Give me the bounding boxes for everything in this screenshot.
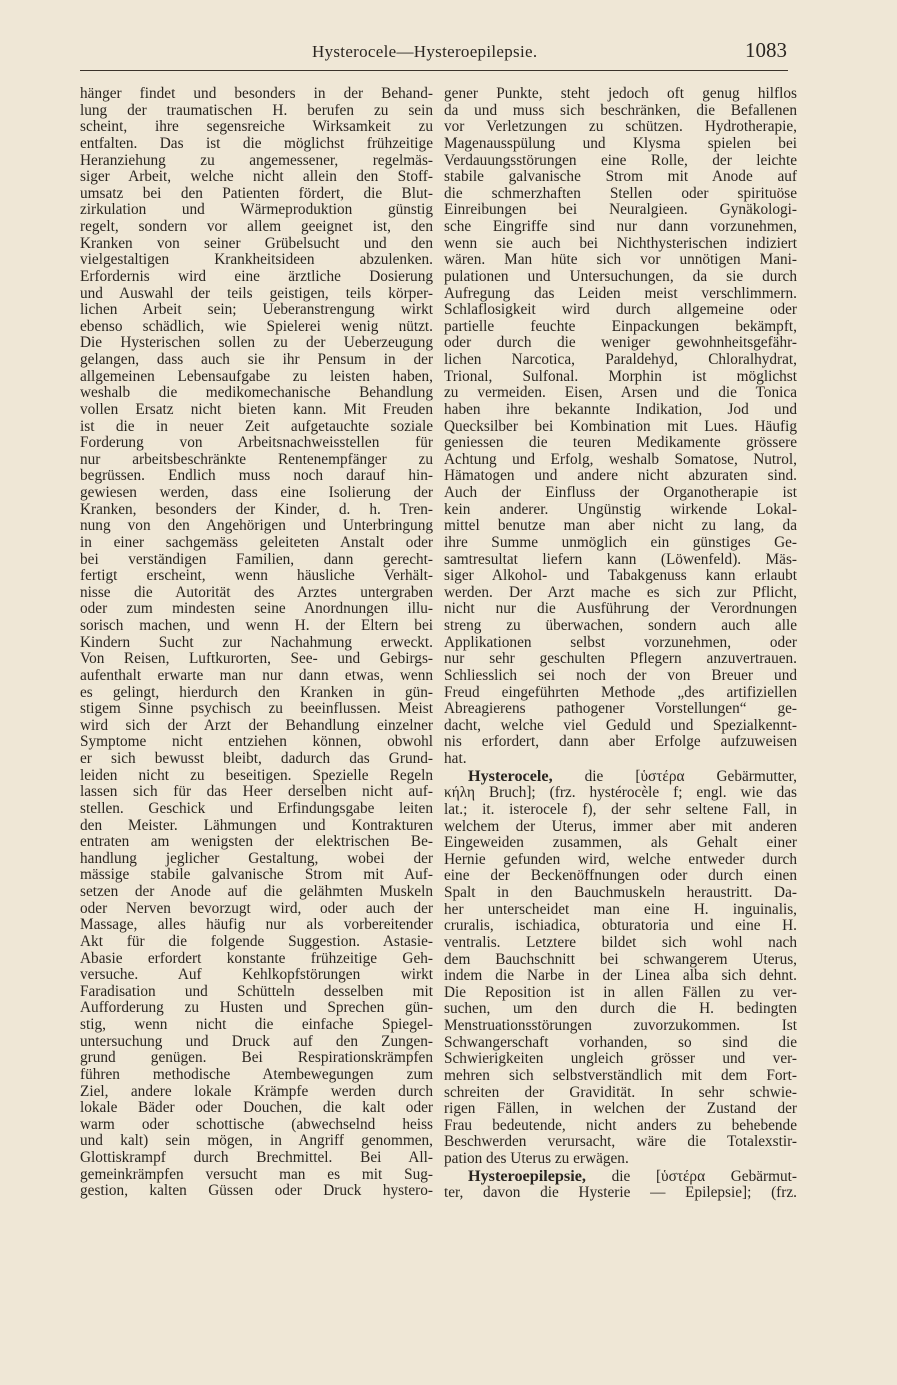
text-line: mittel benutze man aber nicht zu lang, da [444,518,797,535]
text-line: gelangen, dass auch sie ihr Pensum in der [80,352,433,368]
text-line: Glottiskrampf durch Brechmittel. Bei All- [80,1150,433,1166]
headword: Hysterocele, [468,767,553,785]
text-line: siger Arbeit, welche nicht allein den Stoff- [80,169,433,186]
text-line: entraten am wenigsten der elektrischen Be- [80,834,433,851]
text-line: Massage, alles häufig nur als vorbereitender [80,917,433,934]
text-line: mehren sich selbstverständlich mit dem Fort- [444,1067,797,1084]
text-line: streng zu überwachen, sondern auch alle [444,618,797,634]
text-line: κήλη Bruch]; (frz. hystérocèle f; engl. wie das [444,785,797,802]
text-line: ist die in neuer Zeit aufgetauchte soziale [80,418,433,435]
text-line: Die Hysterischen sollen zu der Ueberzeugung [80,335,433,352]
text-line: lokale Bäder oder Douchen, die kalt oder [80,1100,433,1117]
text-line: oder durch die weniger gewohnheitsgefähr- [444,335,797,352]
text-line: mässige stabile galvanische Strom mit Auf- [80,867,433,884]
text-line: nur arbeitsbeschränkte Rentenempfänger zu [80,451,433,468]
text-line: wird sich der Arzt der Behandlung einzelner [80,717,433,734]
text-line: da und muss sich beschränken, die Befallenen [444,102,797,119]
text-line: Hysteroepilepsie, die [ὑστέρα Gebärmut- [468,1167,797,1185]
text-line: Menstruationsstörungen zuvorzukommen. Ist [444,1018,797,1034]
text-line: Frau bedeutende, nicht anders zu behebende [444,1117,797,1134]
text-line: Kindern Sucht zur Nachahmung erweckt. [80,634,433,651]
text-line: begrüssen. Endlich muss noch darauf hin- [80,468,433,485]
left-column [80,86,433,1200]
text-line: Eingeweiden zusammen, als Gehalt einer [444,835,797,852]
text-line: Schwangerschaft vorhanden, so sind die [444,1034,797,1051]
text-line: ventralis. Letztere bildet sich wohl nach [444,934,797,951]
text-line: zu vermeiden. Eisen, Arsen und die Tonica [444,385,797,402]
text-line: Hämatogen und andere nicht abzuraten sind. [444,468,797,485]
text-line: es gelingt, hierdurch den Kranken in gün- [80,684,433,701]
text-line: leiden nicht zu beseitigen. Spezielle Regeln [80,767,433,784]
text-line: scheint, ihre segensreiche Wirksamkeit zu [80,119,433,136]
text-line: Hernie gefunden wird, welche entweder durch [444,851,797,868]
text-line: Abasie erfordert konstante frühzeitige Geh- [80,950,433,967]
text-line: Kranken, besonders der Kinder, d. h. Tren- [80,501,433,518]
text-line: setzen der Anode auf die gelähmten Muskeln [80,884,433,900]
text-line: fertigt erscheint, wenn häusliche Verhält- [80,568,433,585]
text-line: suchen, um den durch die H. bedingten [444,1001,797,1018]
text-line: Heranziehung zu angemessener, regelmäs- [80,152,433,169]
text-line: her unterscheidet man eine H. inguinalis, [444,901,797,918]
text-line: Spalt in den Bauchmuskeln heraustritt. Da- [444,885,797,901]
text-line: weshalb die medikomechanische Behandlung [80,385,433,402]
text-line: bei verständigen Familien, dann gerecht- [80,551,433,568]
text-line: er sich bewusst bleibt, dadurch das Grund- [80,751,433,767]
text-line: Schlaflosigkeit wird durch allgemeine oder [444,302,797,319]
text-line: samtresultat liefern kann (Löwenfeld). Mäs- [444,551,797,568]
text-line: dacht, welche viel Geduld und Spezialkennt- [444,717,797,734]
text-line: Ziel, andere lokale Krämpfe werden durch [80,1083,433,1100]
text-line: Hysterocele, die [ὑστέρα Gebärmutter, [468,767,797,785]
text-line: umsatz bei den Patienten fördert, die Blut- [80,185,433,202]
text-line: Aufforderung zu Husten und Sprechen gün- [80,1000,433,1017]
text-line: rigen Fällen, in welchen der Zustand der [444,1101,797,1118]
text-line: Freud eingeführten Methode „des artifiziellen [444,684,797,701]
text-line: welchem der Uterus, immer aber mit anderen [444,818,797,835]
text-line: stig, wenn nicht die einfache Spiegel- [80,1017,433,1033]
text-line: nur sehr geschulten Pflegern anzuvertrauen. [444,651,797,668]
text-line: vielgestaltigen Krankheitsideen abzulenken. [80,252,433,269]
text-line: geniessen die teuren Medikamente grössere [444,435,797,452]
text-line: Trional, Sulfonal. Morphin ist möglichst [444,368,797,385]
text-line: grund genügen. Bei Respirationskrämpfen [80,1050,433,1067]
text-line: und kalt) sein mögen, in Angriff genommen, [80,1133,433,1150]
text-line: Faradisation und Schütteln desselben mit [80,983,433,1000]
text-line: siger Alkohol- und Tabakgenuss kann erlaubt [444,568,797,585]
running-title: Hysterocele—Hysteroepilepsie. [312,42,538,61]
text-line: Verdauungsstörungen eine Rolle, der leichte [444,152,797,169]
text-line: oder Nerven bevorzugt wird, oder auch der [80,900,433,917]
text-line: indem die Narbe in der Linea alba sich dehnt. [444,968,797,985]
page-header [80,38,795,68]
text-line: Akt für die folgende Suggestion. Astasie- [80,933,433,950]
text-line: Schwierigkeiten ungleich grösser und ver- [444,1051,797,1068]
text-line: stigem Sinne psychisch zu beeinflussen. Meist [80,701,433,718]
text-line: und Auswahl der teils geistigen, teils körper- [80,285,433,302]
text-line: hänger findet und besonders in der Behand- [80,86,433,102]
headword: Hysteroepilepsie, [468,1167,586,1185]
text-line: dem Bauchschnitt bei schwangerem Uterus, [444,951,797,968]
text-line: pation des Uterus zu erwägen. [444,1151,629,1167]
text-line: Symptome nicht entziehen können, obwohl [80,734,433,751]
text-line: Auch der Einfluss der Organotherapie ist [444,485,797,501]
text-line: lassen sich für das Heer derselben nicht auf- [80,784,433,801]
text-line: zirkulation und Wärmeproduktion günstig [80,202,433,219]
text-line: haben ihre bekannte Indikation, Jod und [444,401,797,418]
text-line: lichen Narcotica, Paraldehyd, Chloralhydrat, [444,352,797,368]
text-line: lat.; it. isterocele f), der sehr seltene Fall, in [444,801,797,818]
text-line: gemeinkrämpfen versucht man es mit Sug- [80,1166,433,1183]
text-line: versuche. Auf Kehlkopfstörungen wirkt [80,967,433,984]
text-line: regelt, sondern vor allem geeignet ist, den [80,219,433,235]
text-line: Kranken von seiner Grübelsucht und den [80,235,433,252]
text-line: ihre Summe unmöglich ein günstiges Ge- [444,534,797,551]
text-line: Beschwerden verursacht, wäre die Totalexstir- [444,1134,797,1151]
text-line: nis erfordert, dann aber Erfolge aufzuweisen [444,734,797,751]
text-line: den Meister. Lähmungen und Kontrakturen [80,817,433,834]
text-line: kein anderer. Ungünstig wirkende Lokal- [444,501,797,518]
text-line: entfalten. Das ist die möglichst frühzeitige [80,135,433,152]
text-line: sche Eingriffe sind nur dann vorzunehmen, [444,219,797,235]
text-line: gewiesen werden, dass eine Isolierung der [80,485,433,501]
text-line: eine der Beckenöffnungen oder durch einen [444,868,797,885]
text-line: gestion, kalten Güssen oder Druck hystero- [80,1183,433,1200]
text-line: lung der traumatischen H. berufen zu sein [80,102,433,119]
text-line: Aufregung das Leiden meist verschlimmern. [444,285,797,302]
header-rule [80,70,788,71]
text-line: gener Punkte, steht jedoch oft genug hilflos [444,86,797,102]
text-line: nung von den Angehörigen und Unterbringung [80,518,433,535]
text-line: Abreagierens pathogener Vorstellungen“ ge- [444,701,797,718]
text-line: handlung jeglicher Gestaltung, wobei der [80,850,433,867]
text-line: wenn sie auch bei Nichthysterischen indiziert [444,235,797,252]
text-line: aufenthalt erwarte man nur dann etwas, wenn [80,667,433,684]
text-line: führen methodische Atembewegungen zum [80,1066,433,1083]
text-line: ter, davon die Hysterie — Epilepsie]; (frz. [444,1185,797,1202]
text-line: wären. Man hüte sich vor unnötigen Mani- [444,252,797,269]
text-line: schreiten der Gravidität. In sehr schwie- [444,1084,797,1101]
text-line: nisse die Autorität des Arztes untergraben [80,584,433,601]
text-line: untersuchung und Druck auf den Zungen- [80,1033,433,1050]
text-line: Magenausspülung und Klysma spielen bei [444,135,797,152]
text-line: Von Reisen, Luftkurorten, See- und Gebirgs- [80,651,433,668]
text-line: warm oder schottische (abwechselnd heiss [80,1116,433,1133]
text-line: Schliesslich sei noch der von Breuer und [444,667,797,684]
text-line: vor Verletzungen zu schützen. Hydrotherapie, [444,119,797,136]
text-line: vollen Ersatz nicht bieten kann. Mit Freuden [80,401,433,418]
text-line: in einer sachgemäss geleiteten Anstalt oder [80,534,433,551]
page-number: 1083 [745,38,787,62]
text-line: Achtung und Erfolg, weshalb Somatose, Nutrol, [444,451,797,468]
text-line: Applikationen selbst vorzunehmen, oder [444,634,797,651]
text-line: Erfordernis wird eine ärztliche Dosierung [80,268,433,285]
text-line: ebenso schädlich, wie Spielerei wenig nützt. [80,318,433,335]
text-line: Quecksilber bei Kombination mit Lues. Häufig [444,418,797,435]
text-line: Forderung von Arbeitsnachweisstellen für [80,435,433,452]
text-line: cruralis, ischiadica, obturatoria und eine H. [444,918,797,935]
text-line: stellen. Geschick und Erfindungsgabe leiten [80,800,433,817]
text-line: nicht nur die Ausführung der Verordnungen [444,601,797,618]
text-line: werden. Der Arzt mache es sich zur Pflicht, [444,584,797,601]
text-line: stabile galvanische Strom mit Anode auf [444,169,797,186]
text-line: die schmerzhaften Stellen oder spirituöse [444,185,797,202]
text-line: pulationen und Untersuchungen, da sie durch [444,268,797,285]
text-line: Einreibungen bei Neuralgieen. Gynäkologi- [444,202,797,219]
text-line: sorisch machen, und wenn H. der Eltern bei [80,618,433,634]
text-line: hat. [444,751,467,767]
right-column [444,86,797,1202]
text-line: partielle feuchte Einpackungen bekämpft, [444,318,797,335]
text-line: allgemeinen Lebensaufgabe zu leisten haben, [80,368,433,385]
text-line: oder zum mindesten seine Anordnungen illu- [80,601,433,618]
text-line: Die Reposition ist in allen Fällen zu ver- [444,984,797,1001]
text-line: lichen Arbeit sein; Ueberanstrengung wirkt [80,302,433,319]
